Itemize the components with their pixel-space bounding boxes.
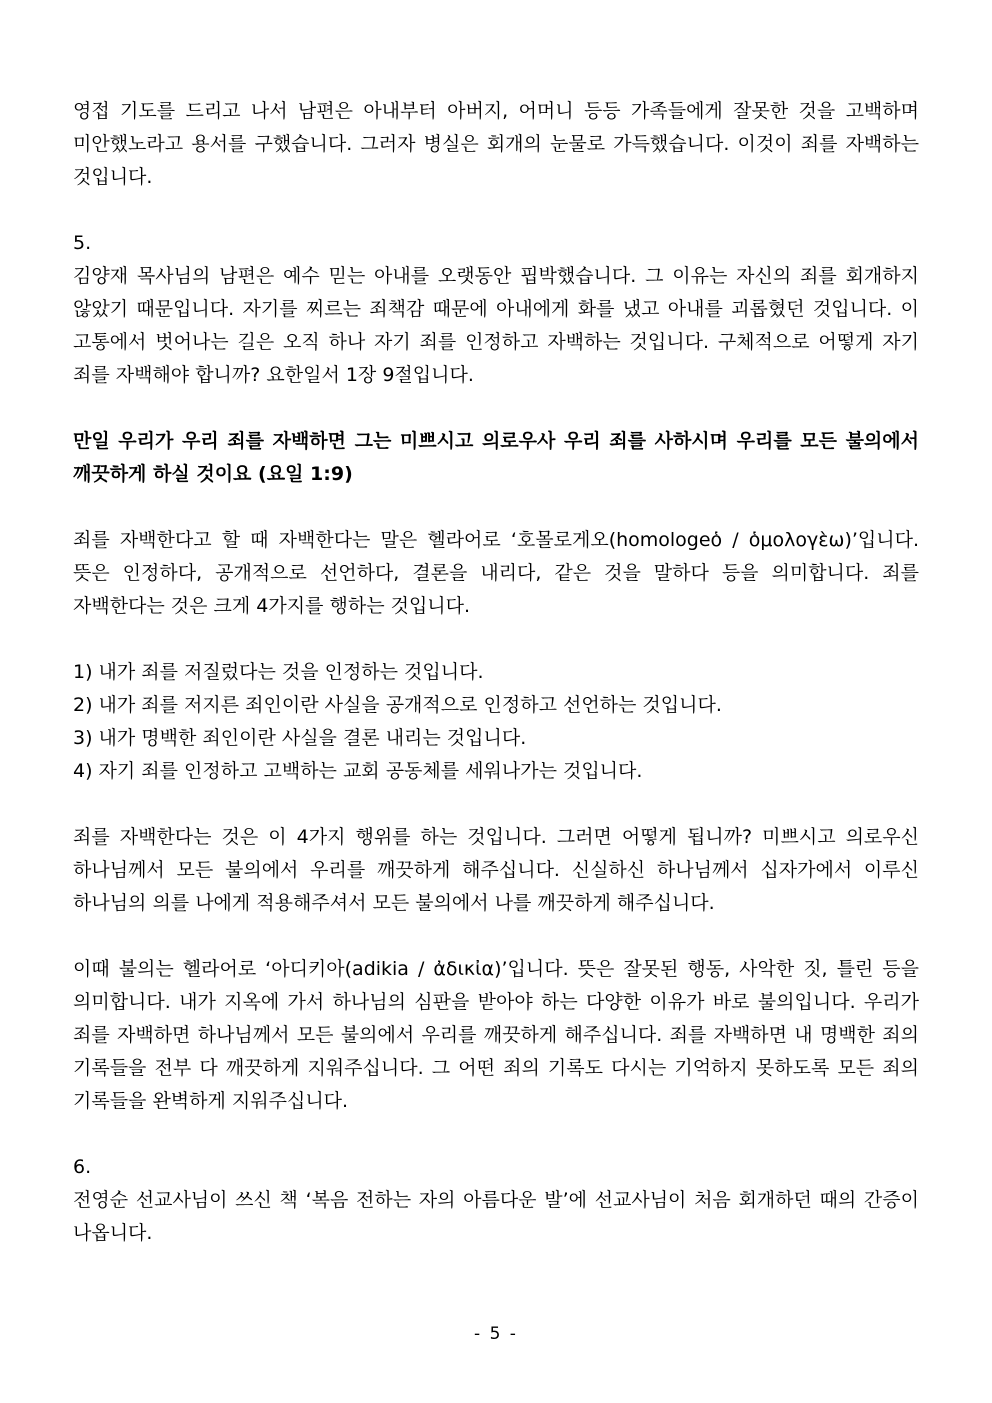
list-item: 4) 자기 죄를 인정하고 고백하는 교회 공동체를 세워나가는 것입니다. [73,760,643,782]
paragraph-adikia: 이때 불의는 헬라어로 ‘아디키아(adikia / ἀδικἰα)’입니다. 뜻은 잘못된 행동, 사악한 짓, 틀린 등을 의미합니다. 내가 지옥에 가서 하나님의 심판을 받아야 하는 다양한 이유가 바로 불의입니다. 우리가 죄를 자백하면 하나님께서 모든 불의에서 우리를 깨끗하게 해주십니다. 죄를 자백하면 내 명백한 죄의 기록들을 전부 다 깨끗하게 지워주십니다. 그 어떤 죄의 기록도 다시는 기억하지 못하도록 모든 죄의 기록들을 완벽하게 지워주십니다. [73,958,919,1112]
list-item: 3) 내가 명백한 죄인이란 사실을 결론 내리는 것입니다. [73,727,527,749]
paragraph-homologeo: 죄를 자백한다고 할 때 자백한다는 말은 헬라어로 ‘호몰로게오(homologeὁ / ὁμολογὲω)’입니다. 뜻은 인정하다, 공개적으로 선언하다, 결론을 내리다, 같은 것을 말하다 등을 의미합니다. 죄를 자백한다는 것은 크게 4가지를 행하는 것입니다. [73,529,919,617]
paragraph-gap [73,491,919,524]
bible-verse-1john-1-9: 만일 우리가 우리 죄를 자백하면 그는 미쁘시고 의로우사 우리 죄를 사하시며 우리를 모든 불의에서 깨끗하게 하실 것이요 (요일 1:9) [73,430,919,485]
paragraph-confession-prayer: 영접 기도를 드리고 나서 남편은 아내부터 아버지, 어머니 등등 가족들에게 잘못한 것을 고백하며 미안했노라고 용서를 구했습니다. 그러자 병실은 회개의 눈물로 가득했습니다. 이것이 죄를 자백하는 것입니다. [73,100,919,188]
document-page [73,95,919,1250]
paragraph-gap [73,623,919,656]
page-number: - 5 - [474,1324,518,1344]
paragraph-gap [73,920,919,953]
paragraph-gap [73,392,919,425]
list-item: 1) 내가 죄를 저질렀다는 것을 인정하는 것입니다. [73,661,484,683]
paragraph-gap [73,788,919,821]
section-number-6: 6. [73,1156,92,1178]
paragraph-missionary-testimony: 전영순 선교사님이 쓰신 책 ‘복음 전하는 자의 아름다운 발’에 선교사님이 처음 회개하던 때의 간증이 나옵니다. [73,1189,919,1244]
paragraph-gap [73,194,919,227]
paragraph-gap [73,1118,919,1151]
paragraph-four-actions: 죄를 자백한다는 것은 이 4가지 행위를 하는 것입니다. 그러면 어떻게 됩니까? 미쁘시고 의로우신 하나님께서 모든 불의에서 우리를 깨끗하게 해주십니다. 신실하신 하나님께서 십자가에서 이루신 하나님의 의를 나에게 적용해주셔서 모든 불의에서 나를 깨끗하게 해주십니다. [73,826,919,914]
list-item: 2) 내가 죄를 저지른 죄인이란 사실을 공개적으로 인정하고 선언하는 것입니다. [73,694,722,716]
confession-list [73,656,919,788]
paragraph-husband-persecution: 김양재 목사님의 남편은 예수 믿는 아내를 오랫동안 핍박했습니다. 그 이유는 자신의 죄를 회개하지 않았기 때문입니다. 자기를 찌르는 죄책감 때문에 아내에게 화를 냈고 아내를 괴롭혔던 것입니다. 이 고통에서 벗어나는 길은 오직 하나 자기 죄를 인정하고 자백하는 것입니다. 구체적으로 어떻게 자기 죄를 자백해야 합니까? 요한일서 1장 9절입니다. [73,265,919,386]
section-number-5: 5. [73,232,92,254]
